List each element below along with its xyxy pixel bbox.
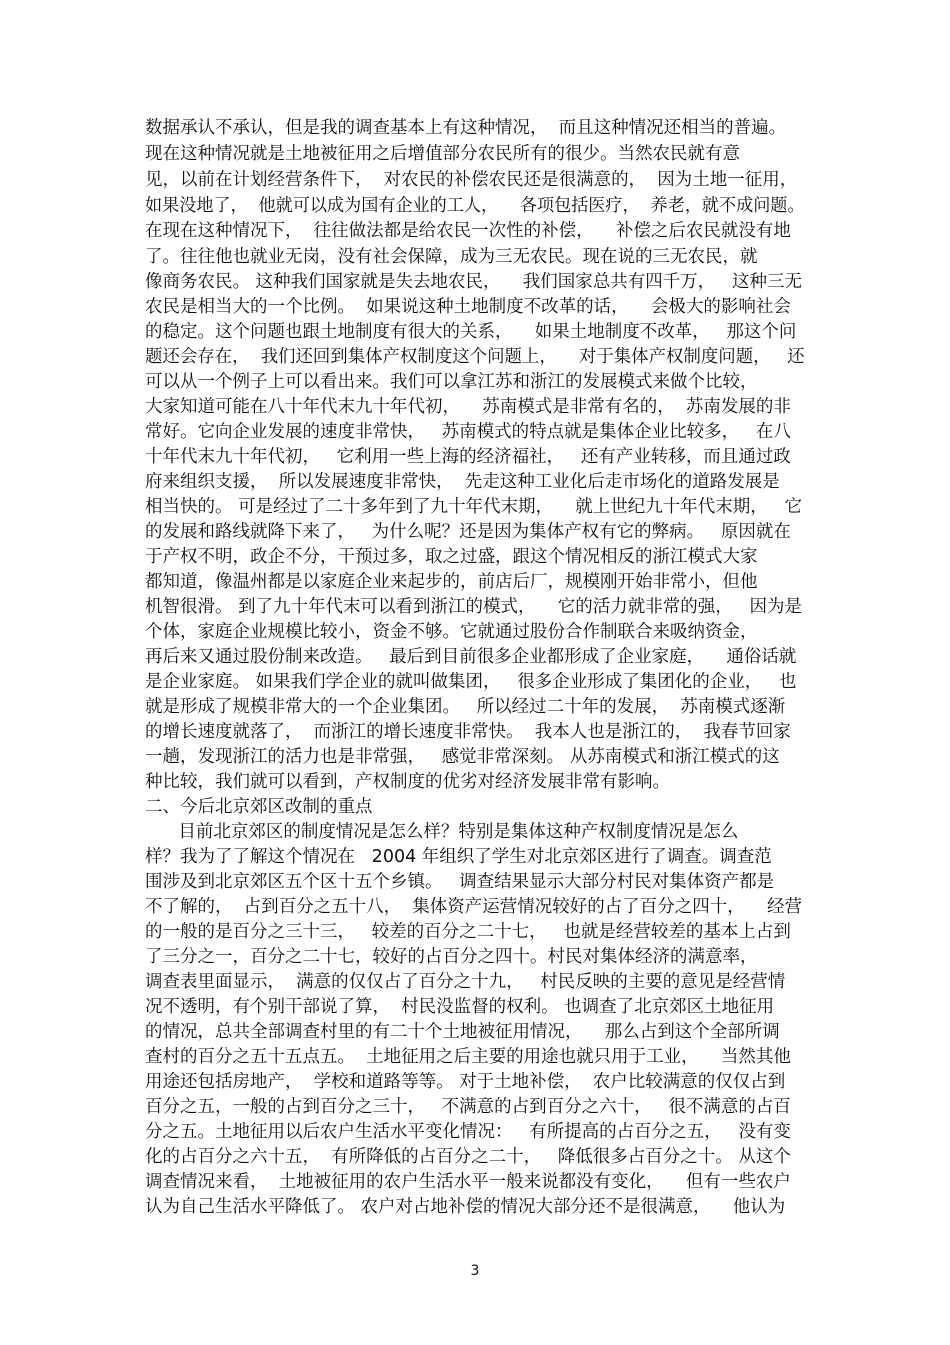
text-line: 像商务农民。 这种我们国家就是失去地农民， 我们国家总共有四千万， 这种三无: [145, 272, 802, 292]
text-line: 认为自己生活水平降低了。 农户对占地补偿的情况大部分还不是很满意， 他认为: [145, 1197, 786, 1217]
text-line: 在现在这种情况下， 往往做法都是给农民一次性的补偿， 补偿之后农民就没有地: [145, 221, 791, 241]
text-line: 府来组织支援， 所以发展速度非常快， 先走这种工业化后走市场化的道路发展是: [145, 472, 780, 492]
text-line: 数据承认不承认，但是我的调查基本上有这种情况， 而且这种情况还相当的普遍。: [145, 118, 787, 138]
text-line: 种比较，我们就可以看到，产权制度的优劣对经济发展非常有影响。: [145, 772, 670, 792]
text-line: 围涉及到北京郊区五个区十五个乡镇。 调查结果显示大部分村民对集体资产都是: [145, 872, 775, 892]
text-line: 常好。它向企业发展的速度非常快， 苏南模式的特点就是集体企业比较多， 在八: [145, 422, 791, 442]
text-line: 调查情况来看， 土地被征用的农户生活水平一般来说都没有变化， 但有一些农户: [145, 1172, 791, 1192]
text-line: 的一般的是百分之三十三， 较差的百分之二十七， 也就是经营较差的基本上占到: [145, 922, 791, 942]
text-line: 现在这种情况就是土地被征用之后增值部分农民所有的很少。当然农民就有意: [145, 144, 740, 164]
section-heading: 二、今后北京郊区改制的重点: [145, 797, 373, 817]
text-line: 调查表里面显示， 满意的仅仅占了百分之十九， 村民反映的主要的意见是经营情: [145, 972, 786, 992]
text-line: 相当快的。 可是经过了二十多年到了九十年代末期， 就上世纪九十年代末期， 它: [145, 497, 802, 517]
text-line: 不了解的， 占到百分之五十八， 集体资产运营情况较好的占了百分之四十， 经营: [145, 897, 802, 917]
text-line: 再后来又通过股份制来改造。 最后到目前很多企业都形成了企业家庭， 通俗话就: [145, 647, 797, 667]
text-line: 农民是相当大的一个比例。 如果说这种土地制度不改革的话， 会极大的影响社会: [145, 297, 791, 317]
text-line: 查村的百分之五十五点五。 土地征用之后主要的用途也就只用于工业， 当然其他: [145, 1047, 791, 1067]
text-line: 大家知道可能在八十年代末九十年代初， 苏南模式是非常有名的， 苏南发展的非: [145, 397, 791, 417]
text-line: 如果没地了， 他就可以成为国有企业的工人， 各项包括医疗， 养老，就不成问题。: [145, 196, 805, 216]
text-line: 都知道，像温州都是以家庭企业来起步的，前店后厂，规模刚开始非常小，但他: [145, 572, 758, 592]
text-line: 目前北京郊区的制度情况是怎么样？特别是集体这种产权制度情况是怎么: [145, 822, 739, 842]
text-line: 见，以前在计划经营条件下， 对农民的补偿农民还是很满意的， 因为土地一征用，: [145, 170, 798, 190]
text-line: 的稳定。这个问题也跟土地制度有很大的关系， 如果土地制度不改革， 那这个问: [145, 322, 797, 342]
text-line: 机智很滑。 到了九十年代末可以看到浙江的模式， 它的活力就非常的强， 因为是: [145, 597, 802, 617]
text-line: 了。往往他也就业无岗，没有社会保障，成为三无农民。现在说的三无农民，就: [145, 247, 758, 267]
text-line: 题还会存在， 我们还回到集体产权制度这个问题上， 对于集体产权制度问题， 还: [145, 347, 805, 367]
text-line: 了三分之一，百分之二十七，较好的占百分之四十。村民对集体经济的满意率，: [145, 947, 758, 967]
text-line: 是企业家庭。 如果我们学企业的就叫做集团， 很多企业形成了集团化的企业， 也: [145, 672, 797, 692]
text-line: 可以从一个例子上可以看出来。我们可以拿江苏和浙江的发展模式来做个比较，: [145, 372, 758, 392]
text-line: 一趟，发现浙江的活力也是非常强， 感觉非常深刻。 从苏南模式和浙江模式的这: [145, 747, 780, 767]
text-line: 的增长速度就落了， 而浙江的增长速度非常快。 我本人也是浙江的， 我春节回家: [145, 722, 791, 742]
text-line: 化的占百分之六十五， 有所降低的占百分之二十， 降低很多占百分之十。 从这个: [145, 1147, 791, 1167]
text-line: 况不透明，有个别干部说了算， 村民没监督的权利。 也调查了北京郊区土地征用: [145, 997, 775, 1017]
text-line: 的发展和路线就降下来了， 为什么呢？还是因为集体产权有它的弊病。 原因就在: [145, 522, 791, 542]
text-line: 的情况，总共全部调查村里的有二十个土地被征用情况， 那么占到这个全部所调: [145, 1022, 780, 1042]
text-line: 分之五。土地征用以后农户生活水平变化情况： 有所提高的占百分之五， 没有变: [145, 1122, 791, 1142]
page-number: 3: [470, 1263, 480, 1279]
text-line: 十年代末九十年代初， 它利用一些上海的经济福社， 还有产业转移，而且通过政: [145, 447, 791, 467]
text-line: 就是形成了规模非常大的一个企业集团。 所以经过二十年的发展， 苏南模式逐渐: [145, 697, 786, 717]
text-line: 样？我为了了解这个情况在 2004 年组织了学生对北京郊区进行了调查。调查范: [145, 847, 772, 867]
text-line: 用途还包括房地产， 学校和道路等等。 对于土地补偿， 农户比较满意的仅仅占到: [145, 1072, 786, 1092]
text-line: 百分之五，一般的占到百分之三十， 不满意的占到百分之六十， 很不满意的占百: [145, 1097, 791, 1117]
text-line: 个体，家庭企业规模比较小，资金不够。它就通过股份合作制联合来吸纳资金，: [145, 622, 758, 642]
text-line: 于产权不明，政企不分，干预过多，取之过盛，跟这个情况相反的浙江模式大家: [145, 547, 758, 567]
